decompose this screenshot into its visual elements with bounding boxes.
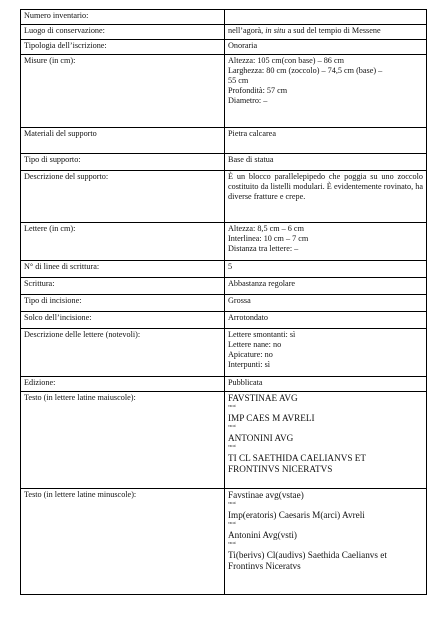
tipo-incisione-label: Tipo di incisione: [21, 295, 225, 312]
table-row [21, 223, 427, 261]
linee-value: 5 [225, 261, 427, 278]
descrizione-supporto-value: È un blocco parallelepipedo che poggia su uno zoccolo costituito da listelli modulari. È evidentemente rovinato, ha diverse fratture e crepe. [225, 171, 427, 223]
testo-maiuscole-line-2: IMP CAES M AVRELI [228, 413, 315, 423]
luogo-value [225, 25, 427, 40]
testo-minuscole-line-3: Antonini Avg(vsti) [228, 530, 297, 540]
testo-maiuscole-line-3: ANTONINI AVG [228, 433, 294, 443]
misure-diametro: Diametro: – [228, 96, 268, 105]
numero-inventario-value [225, 10, 427, 25]
luogo-value-italic: in situ [265, 26, 286, 35]
lettere-distanza: Distanza tra lettere: – [228, 244, 299, 253]
table-row [21, 25, 427, 40]
table-row [21, 278, 427, 295]
table-row [21, 10, 427, 25]
vacat-mark: vacat [228, 404, 236, 408]
table-row [21, 295, 427, 312]
vacat-mark: vacat [228, 501, 236, 505]
solco-label: Solco dell’incisione: [21, 312, 225, 329]
interpunti: Interpunti: sì [228, 360, 271, 369]
table-row [21, 392, 427, 489]
materiali-label: Materiali del supporto [21, 128, 225, 154]
solco-value: Arrotondato [225, 312, 427, 329]
testo-maiuscole-label: Testo (in lettere latine maiuscole): [21, 392, 225, 489]
tipo-supporto-value: Base di statua [225, 154, 427, 171]
testo-maiuscole-line-5: FRONTINVS NICERATVS [228, 464, 333, 474]
testo-minuscole-line-4: Ti(berivs) Cl(audivs) Saethida Caelianvs et [228, 550, 387, 560]
tipologia-label: Tipologia dell’iscrizione: [21, 40, 225, 55]
misure-larghezza: Larghezza: 80 cm (zoccolo) – 74,5 cm (base) – [228, 66, 383, 75]
vacat-mark: vacat [228, 444, 236, 448]
misure-altezza: Altezza: 105 cm(con base) – 86 cm [228, 56, 344, 65]
descrizione-lettere-value [225, 329, 427, 377]
vacat-mark: vacat [228, 424, 236, 428]
misure-value [225, 55, 427, 128]
testo-minuscole-line-1: Favstinae avg(vstae) [228, 490, 304, 500]
testo-minuscole-line-5: Frontinvs Niceratvs [228, 561, 301, 571]
table-row [21, 128, 427, 154]
testo-minuscole-label: Testo (in lettere latine minuscole): [21, 489, 225, 595]
descrizione-supporto-label: Descrizione del supporto: [21, 171, 225, 223]
epigraphic-record-table [20, 9, 427, 595]
lettere-interlinea: Interlinea: 10 cm – 7 cm [228, 234, 309, 243]
misure-larghezza-cont: 55 cm [228, 76, 249, 85]
vacat-mark: vacat [228, 541, 236, 545]
apicature: Apicature: no [228, 350, 273, 359]
table-row [21, 377, 427, 392]
tipologia-value: Onoraria [225, 40, 427, 55]
descrizione-lettere-label: Descrizione delle lettere (notevoli): [21, 329, 225, 377]
testo-minuscole-line-2: Imp(eratoris) Caesaris M(arci) Avreli [228, 510, 365, 520]
lettere-value [225, 223, 427, 261]
misure-label: Misure (in cm): [21, 55, 225, 128]
testo-maiuscole-value [225, 392, 427, 489]
lettere-altezza: Altezza: 8,5 cm – 6 cm [228, 224, 304, 233]
misure-profondita: Profondità: 57 cm [228, 86, 288, 95]
tipo-supporto-label: Tipo di supporto: [21, 154, 225, 171]
luogo-label: Luogo di conservazione: [21, 25, 225, 40]
tipo-incisione-value: Grossa [225, 295, 427, 312]
testo-minuscole-value [225, 489, 427, 595]
table-row [21, 40, 427, 55]
table-row [21, 329, 427, 377]
testo-maiuscole-line-4: TI CL SAETHIDA CAELIANVS ET [228, 453, 366, 463]
table-row [21, 261, 427, 278]
vacat-mark: vacat [228, 521, 236, 525]
table-row [21, 55, 427, 128]
luogo-value-post: a sud del tempio di Messene [287, 26, 381, 35]
lettere-nane: Lettere nane: no [228, 340, 282, 349]
scrittura-label: Scrittura: [21, 278, 225, 295]
lettere-label: Lettere (in cm): [21, 223, 225, 261]
materiali-value: Pietra calcarea [225, 128, 427, 154]
numero-inventario-label: Numero inventario: [21, 10, 225, 25]
scrittura-value: Abbastanza regolare [225, 278, 427, 295]
table-row [21, 312, 427, 329]
linee-label: N° di linee di scrittura: [21, 261, 225, 278]
testo-maiuscole-line-1: FAVSTINAE AVG [228, 393, 298, 403]
table-row [21, 489, 427, 595]
table-row [21, 171, 427, 223]
luogo-value-pre: nell’agorà, [228, 26, 264, 35]
edizione-value: Pubblicata [225, 377, 427, 392]
table-row [21, 154, 427, 171]
lettere-smontanti: Lettere smontanti: sì [228, 330, 296, 339]
edizione-label: Edizione: [21, 377, 225, 392]
